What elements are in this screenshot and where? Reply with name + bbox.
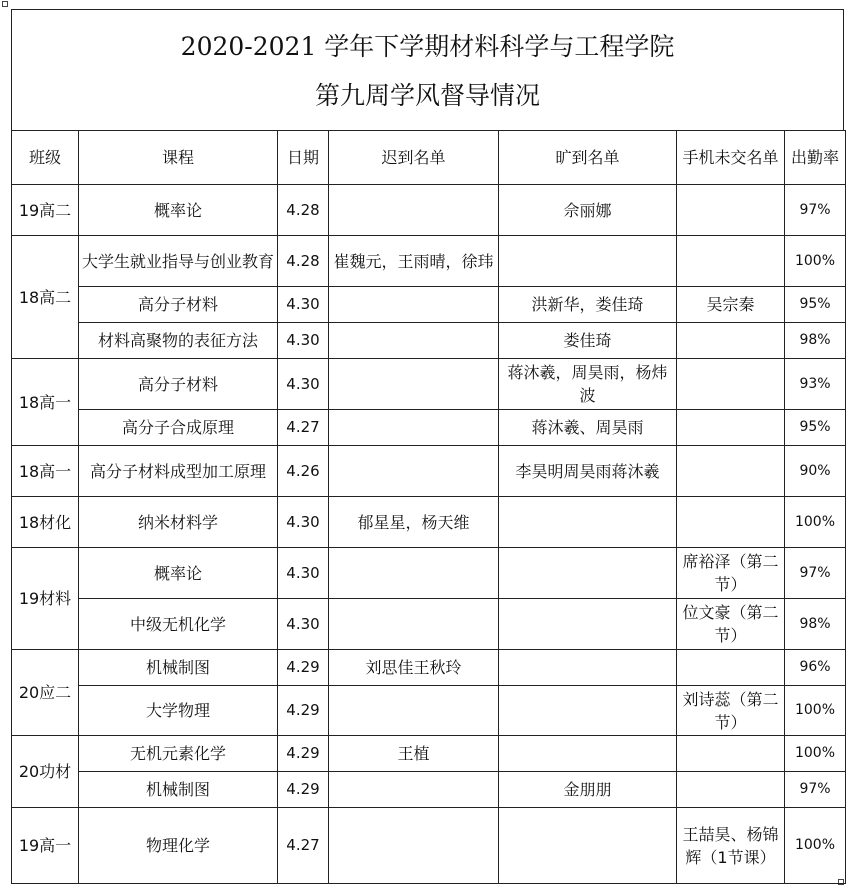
cell-rate: 90% bbox=[785, 446, 846, 497]
table-row bbox=[12, 359, 846, 410]
header-class: 班级 bbox=[12, 131, 79, 185]
header-course: 课程 bbox=[79, 131, 278, 185]
cell-rate: 100% bbox=[785, 808, 846, 884]
cell-date: 4.29 bbox=[278, 736, 329, 772]
cell-date: 4.30 bbox=[278, 359, 329, 410]
cell-late bbox=[329, 686, 499, 736]
cell-course: 材料高聚物的表征方法 bbox=[79, 323, 278, 359]
cell-date: 4.27 bbox=[278, 808, 329, 884]
cell-course: 高分子合成原理 bbox=[79, 410, 278, 446]
cell-class: 18高二 bbox=[12, 236, 79, 359]
cell-absent bbox=[499, 686, 677, 736]
cell-rate: 97% bbox=[785, 185, 846, 236]
cell-late: 王植 bbox=[329, 736, 499, 772]
table-row bbox=[12, 323, 846, 359]
cell-phone bbox=[677, 359, 785, 410]
cell-rate: 100% bbox=[785, 686, 846, 736]
cell-phone bbox=[677, 497, 785, 548]
table-row bbox=[12, 185, 846, 236]
cell-course: 大学物理 bbox=[79, 686, 278, 736]
cell-date: 4.30 bbox=[278, 323, 329, 359]
cell-date: 4.26 bbox=[278, 446, 329, 497]
title-block bbox=[11, 9, 844, 130]
cell-date: 4.28 bbox=[278, 185, 329, 236]
cell-course: 大学生就业指导与创业教育 bbox=[79, 236, 278, 287]
cell-course: 无机元素化学 bbox=[79, 736, 278, 772]
cell-absent bbox=[499, 497, 677, 548]
cell-phone: 席裕泽（第二节） bbox=[677, 548, 785, 599]
cell-phone: 刘诗蕊（第二节） bbox=[677, 686, 785, 736]
cell-phone bbox=[677, 236, 785, 287]
cell-phone bbox=[677, 650, 785, 686]
cell-class: 18高一 bbox=[12, 359, 79, 446]
cell-rate: 96% bbox=[785, 650, 846, 686]
cell-date: 4.28 bbox=[278, 236, 329, 287]
table-row bbox=[12, 548, 846, 599]
cell-class: 19高二 bbox=[12, 185, 79, 236]
cell-rate: 95% bbox=[785, 287, 846, 323]
cell-date: 4.29 bbox=[278, 650, 329, 686]
cell-rate: 100% bbox=[785, 236, 846, 287]
cell-late: 崔魏元，王雨晴，徐玮 bbox=[329, 236, 499, 287]
table-row bbox=[12, 599, 846, 650]
cell-class: 19高一 bbox=[12, 808, 79, 884]
table-row bbox=[12, 772, 846, 808]
cell-course: 机械制图 bbox=[79, 650, 278, 686]
cell-absent bbox=[499, 650, 677, 686]
cell-course: 纳米材料学 bbox=[79, 497, 278, 548]
cell-absent bbox=[499, 736, 677, 772]
cell-rate: 100% bbox=[785, 497, 846, 548]
header-absent: 旷到名单 bbox=[499, 131, 677, 185]
cell-course: 中级无机化学 bbox=[79, 599, 278, 650]
cell-late bbox=[329, 323, 499, 359]
cell-date: 4.30 bbox=[278, 497, 329, 548]
cell-phone: 王喆昊、杨锦辉（1节课） bbox=[677, 808, 785, 884]
cell-late bbox=[329, 410, 499, 446]
header-late: 迟到名单 bbox=[329, 131, 499, 185]
cell-phone bbox=[677, 446, 785, 497]
cell-absent: 佘丽娜 bbox=[499, 185, 677, 236]
cell-phone bbox=[677, 736, 785, 772]
cell-late bbox=[329, 185, 499, 236]
cell-late bbox=[329, 548, 499, 599]
table-handle-top-left[interactable] bbox=[2, 1, 8, 7]
cell-rate: 97% bbox=[785, 772, 846, 808]
cell-absent: 洪新华，娄佳琦 bbox=[499, 287, 677, 323]
header-date: 日期 bbox=[278, 131, 329, 185]
document-title: 2020-2021 学年下学期材料科学与工程学院 bbox=[180, 32, 675, 61]
cell-rate: 97% bbox=[785, 548, 846, 599]
cell-absent: 蒋沐羲、周昊雨 bbox=[499, 410, 677, 446]
cell-date: 4.27 bbox=[278, 410, 329, 446]
table-row bbox=[12, 686, 846, 736]
table-row bbox=[12, 650, 846, 686]
cell-course: 概率论 bbox=[79, 185, 278, 236]
cell-course: 概率论 bbox=[79, 548, 278, 599]
cell-late: 刘思佳王秋玲 bbox=[329, 650, 499, 686]
cell-absent bbox=[499, 808, 677, 884]
header-rate: 出勤率 bbox=[785, 131, 846, 185]
table-row bbox=[12, 236, 846, 287]
table-row bbox=[12, 446, 846, 497]
cell-absent bbox=[499, 548, 677, 599]
cell-absent: 娄佳琦 bbox=[499, 323, 677, 359]
cell-rate: 98% bbox=[785, 599, 846, 650]
cell-late: 郁星星，杨天维 bbox=[329, 497, 499, 548]
table-row bbox=[12, 287, 846, 323]
cell-phone bbox=[677, 410, 785, 446]
table-row bbox=[12, 736, 846, 772]
cell-rate: 95% bbox=[785, 410, 846, 446]
cell-late bbox=[329, 359, 499, 410]
document-subtitle: 第九周学风督导情况 bbox=[314, 81, 540, 110]
cell-class: 18材化 bbox=[12, 497, 79, 548]
cell-course: 机械制图 bbox=[79, 772, 278, 808]
cell-absent: 李昊明周昊雨蒋沐羲 bbox=[499, 446, 677, 497]
header-phone: 手机未交名单 bbox=[677, 131, 785, 185]
table-header-row bbox=[12, 131, 846, 185]
table-row bbox=[12, 497, 846, 548]
cell-late bbox=[329, 446, 499, 497]
cell-phone bbox=[677, 772, 785, 808]
cell-course: 高分子材料 bbox=[79, 287, 278, 323]
cell-rate: 98% bbox=[785, 323, 846, 359]
cell-date: 4.29 bbox=[278, 686, 329, 736]
attendance-table bbox=[11, 130, 846, 884]
cell-class: 20应二 bbox=[12, 650, 79, 736]
cell-class: 19材料 bbox=[12, 548, 79, 650]
cell-class: 20功材 bbox=[12, 736, 79, 808]
cell-absent: 蒋沐羲，周昊雨，杨炜波 bbox=[499, 359, 677, 410]
cell-phone: 吴宗秦 bbox=[677, 287, 785, 323]
cell-date: 4.30 bbox=[278, 599, 329, 650]
cell-late bbox=[329, 808, 499, 884]
cell-date: 4.29 bbox=[278, 772, 329, 808]
cell-phone bbox=[677, 185, 785, 236]
cell-course: 物理化学 bbox=[79, 808, 278, 884]
cell-late bbox=[329, 287, 499, 323]
cell-phone: 位文豪（第二节） bbox=[677, 599, 785, 650]
table-row bbox=[12, 410, 846, 446]
cell-absent bbox=[499, 236, 677, 287]
cell-phone bbox=[677, 323, 785, 359]
cell-absent bbox=[499, 599, 677, 650]
cell-late bbox=[329, 772, 499, 808]
table-row bbox=[12, 808, 846, 884]
cell-rate: 93% bbox=[785, 359, 846, 410]
cell-course: 高分子材料 bbox=[79, 359, 278, 410]
cell-date: 4.30 bbox=[278, 548, 329, 599]
cell-course: 高分子材料成型加工原理 bbox=[79, 446, 278, 497]
cell-class: 18高一 bbox=[12, 446, 79, 497]
cell-date: 4.30 bbox=[278, 287, 329, 323]
cell-late bbox=[329, 599, 499, 650]
cell-absent: 金朋朋 bbox=[499, 772, 677, 808]
cell-rate: 100% bbox=[785, 736, 846, 772]
